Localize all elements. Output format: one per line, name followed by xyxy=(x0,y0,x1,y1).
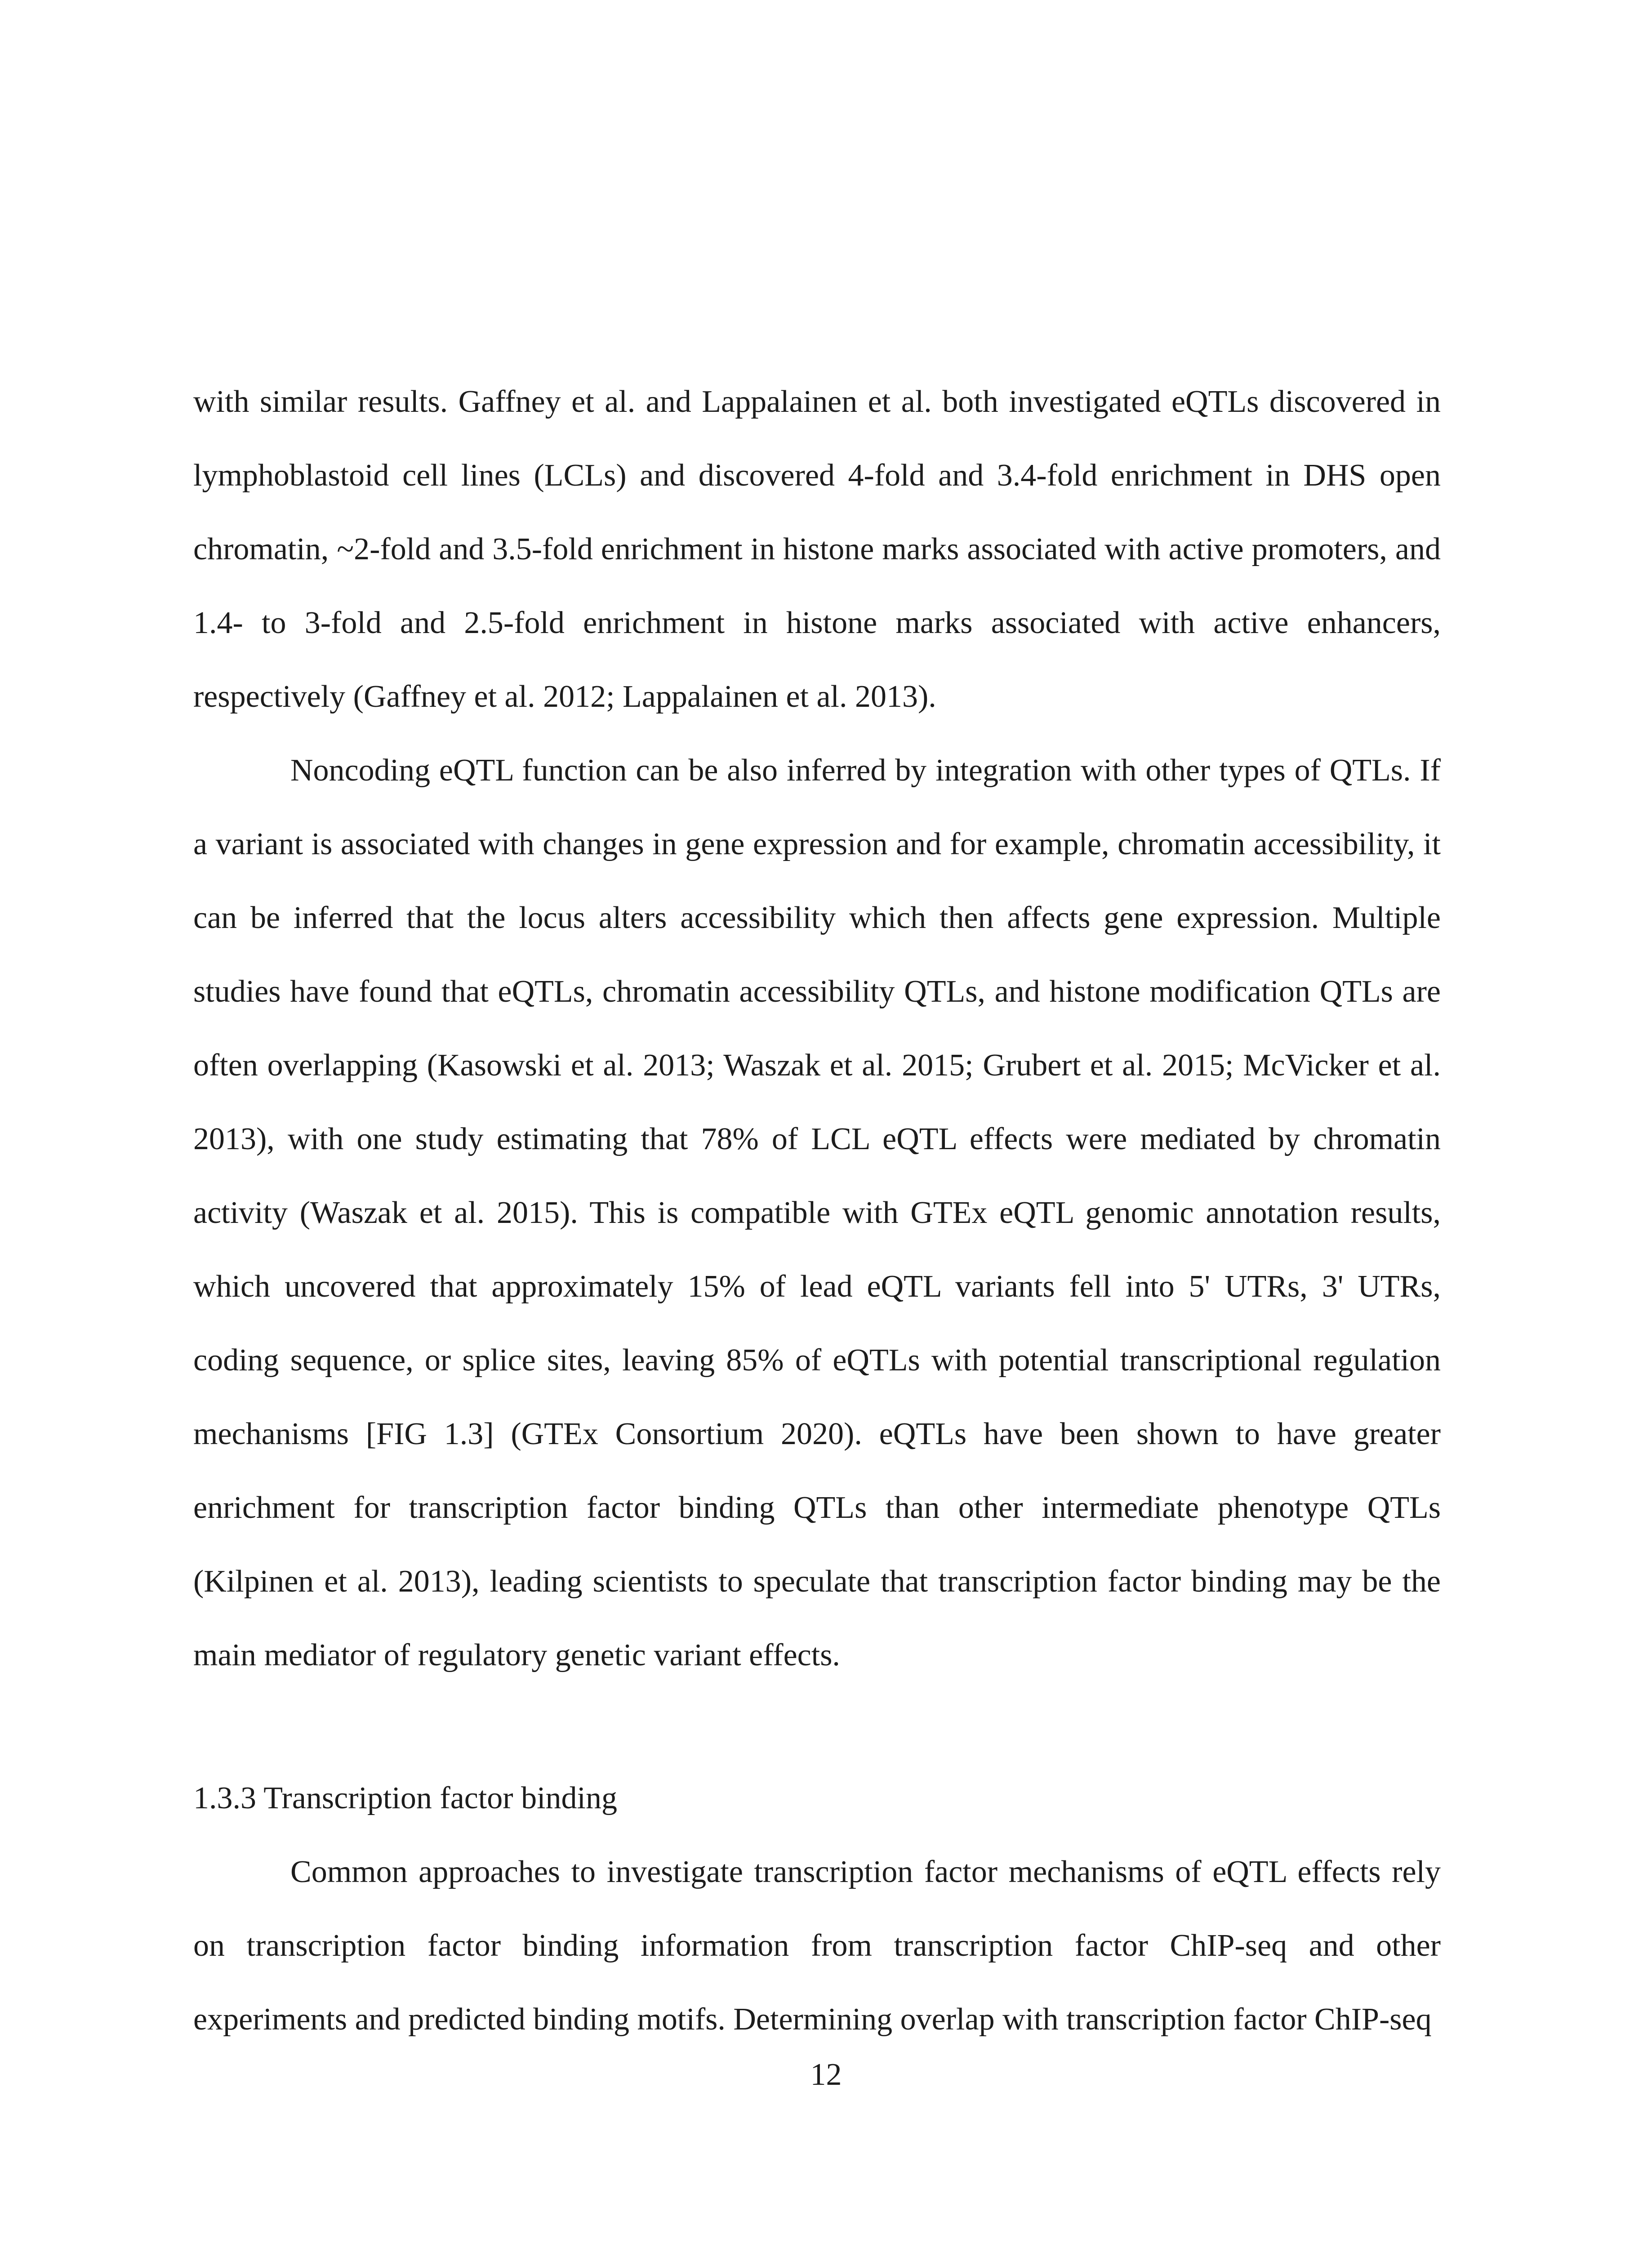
body-text xyxy=(193,365,1441,2056)
paragraph-transcription-factor: Common approaches to investigate transcription factor mechanisms of eQTL effects rely on transcription factor binding information from transcription factor ChIP-seq and other experiments and predicted binding motifs. Determining overlap with transcription factor ChIP-seq xyxy=(193,1855,1441,2037)
paragraph-continuation: with similar results. Gaffney et al. and Lappalainen et al. both investigated eQTLs discovered in lymphoblastoid cell lines (LCLs) and discovered 4-fold and 3.4-fold enrichment in DHS open chromatin, ~2-fold and 3.5-fold enrichment in histone marks associated with active promoters, and 1.4- to 3-fold and 2.5-fold enrichment in histone marks associated with active enhancers, respectively (Gaffney et al. 2012; Lappalainen et al. 2013). xyxy=(193,384,1441,714)
section-heading: 1.3.3 Transcription factor binding xyxy=(193,1781,617,1815)
page-number: 12 xyxy=(810,2057,842,2092)
paragraph-noncoding-eqtl: Noncoding eQTL function can be also inferred by integration with other types of QTLs. If a variant is associated with changes in gene expression and for example, chromatin accessibility, it can be inferred that the locus alters accessibility which then affects gene expression. Multiple studies have found that eQTLs, chromatin accessibility QTLs, and histone modification QTLs are often overlapping (Kasowski et al. 2013; Waszak et al. 2015; Grubert et al. 2015; McVicker et al. 2013), with one study estimating that 78% of LCL eQTL effects were mediated by chromatin activity (Waszak et al. 2015). This is compatible with GTEx eQTL genomic annotation results, which uncovered that approximately 15% of lead eQTL variants fell into 5' UTRs, 3' UTRs, coding sequence, or splice sites, leaving 85% of eQTLs with potential transcriptional regulation mechanisms [FIG 1.3] (GTEx Consortium 2020). eQTLs have been shown to have greater enrichment for transcription factor binding QTLs than other intermediate phenotype QTLs (Kilpinen et al. 2013), leading scientists to speculate that transcription factor binding may be the main mediator of regulatory genetic variant effects. xyxy=(193,753,1441,1673)
